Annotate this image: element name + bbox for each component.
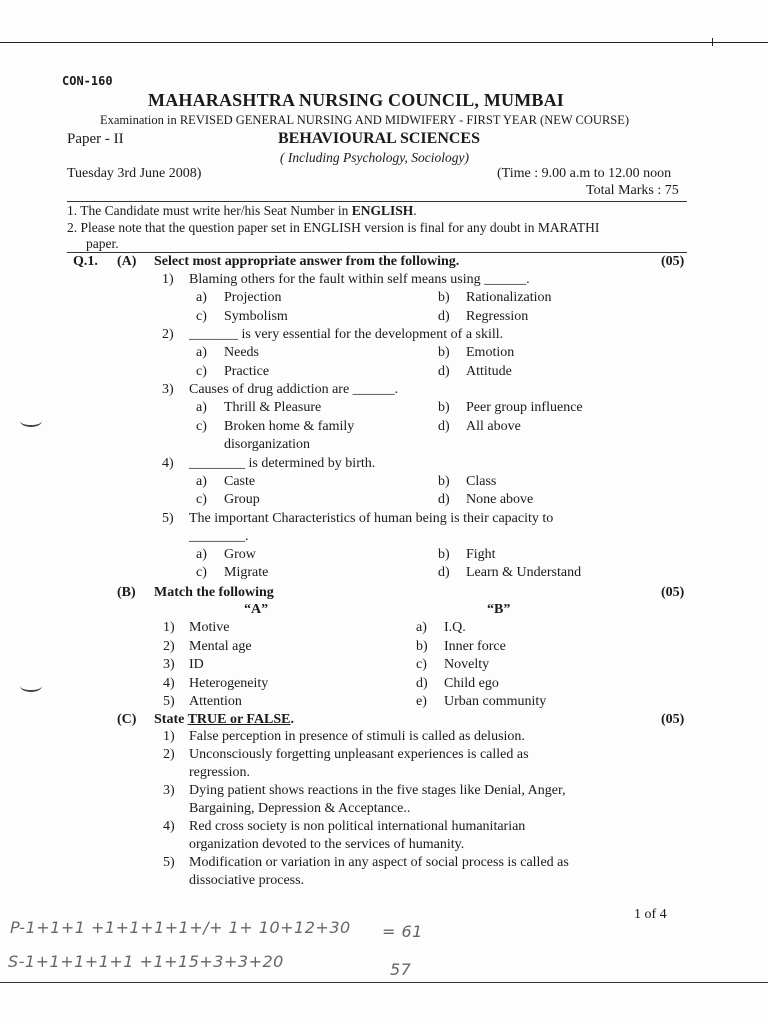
option-letter: d) — [438, 363, 450, 379]
option-letter: a) — [196, 345, 207, 360]
option-letter: c) — [196, 565, 207, 580]
option-letter: d) — [438, 308, 450, 324]
paper-number: Paper - II — [67, 131, 124, 147]
option-letter: c) — [196, 363, 207, 379]
match-letter: b) — [416, 638, 428, 654]
match-letter: e) — [416, 694, 427, 709]
match-number: 5) — [163, 694, 175, 709]
option-text: All above — [466, 418, 521, 434]
match-number: 4) — [163, 675, 175, 691]
handwritten-note-1: P-1+1+1 +1+1+1+1+/+ 1+ 10+12+30 — [10, 918, 351, 937]
mcq-question: _______ is very essential for the development of a skill. — [189, 327, 504, 342]
match-item-b: Novelty — [444, 657, 490, 672]
option-text: Emotion — [466, 345, 515, 360]
section-a-marks: (05) — [661, 254, 685, 269]
mcq-number: 3) — [162, 382, 174, 397]
option-letter: b) — [438, 345, 450, 360]
option-letter: b) — [438, 473, 450, 489]
column-a-header: “A” — [244, 602, 269, 617]
option-text: Peer group influence — [466, 400, 583, 415]
option-letter: c) — [196, 418, 207, 434]
handwritten-result-1: = 61 — [382, 922, 423, 941]
match-item-b: Inner force — [444, 638, 506, 654]
option-text: Symbolism — [224, 308, 288, 324]
option-text: Group — [224, 492, 260, 507]
option-text: Fight — [466, 546, 496, 562]
option-letter: d) — [438, 492, 450, 507]
option-text: Thrill & Pleasure — [224, 400, 322, 415]
option-text: Attitude — [466, 363, 512, 379]
option-text: Practice — [224, 363, 270, 379]
option-text: Learn & Understand — [466, 565, 582, 580]
match-item-a: Mental age — [189, 638, 252, 654]
section-b-title: Match the following — [154, 585, 274, 600]
handwritten-note-2: S-1+1+1+1+1 +1+15+3+3+20 — [8, 952, 284, 971]
option-letter: a) — [196, 473, 207, 489]
instruction-1-emphasis: ENGLISH — [351, 203, 414, 218]
option-text: Regression — [466, 308, 529, 324]
option-letter: b) — [438, 400, 450, 415]
section-b-label: (B) — [117, 585, 136, 600]
instructions-rule — [67, 252, 687, 253]
tf-statement: organization devoted to the services of humanity. — [189, 837, 465, 852]
option-text-cont: disorganization — [224, 437, 311, 452]
option-text: Migrate — [224, 565, 269, 580]
total-marks: Total Marks : 75 — [586, 183, 679, 198]
section-c-title-underlined: TRUE or FALSE — [187, 712, 291, 727]
option-text: Needs — [224, 345, 259, 360]
mcq-question: Causes of drug addiction are ______. — [189, 382, 399, 397]
tf-number: 4) — [163, 819, 175, 834]
subject-title: BEHAVIOURAL SCIENCES — [278, 130, 480, 147]
section-a-title: Select most appropriate answer from the following. — [154, 254, 460, 269]
match-item-a: Heterogeneity — [189, 675, 269, 691]
exam-title: Examination in REVISED GENERAL NURSING AND MIDWIFERY - FIRST YEAR (NEW COURSE) — [100, 113, 630, 127]
section-c-marks: (05) — [661, 712, 685, 727]
option-text: Projection — [224, 290, 282, 305]
tf-number: 5) — [163, 855, 175, 870]
subject-subtitle: ( Including Psychology, Sociology) — [280, 150, 469, 165]
option-text: Caste — [224, 473, 256, 489]
match-item-b: Child ego — [444, 675, 499, 691]
council-title: MAHARASHTRA NURSING COUNCIL, MUMBAI — [148, 90, 565, 110]
tf-number: 1) — [163, 729, 175, 744]
section-b-marks: (05) — [661, 585, 685, 600]
match-item-a: Motive — [189, 620, 230, 635]
option-text: Class — [466, 473, 497, 489]
mcq-question: ________ is determined by birth. — [189, 455, 376, 471]
paper-code: CON-160 — [62, 74, 113, 88]
corner-tick — [712, 38, 713, 46]
page-number: 1 of 4 — [634, 907, 667, 922]
match-number: 1) — [163, 620, 175, 635]
option-letter: c) — [196, 492, 207, 507]
tf-statement: False perception in presence of stimuli is called as delusion. — [189, 729, 525, 744]
margin-mark — [20, 415, 42, 427]
option-text: Broken home & family — [224, 418, 355, 434]
instruction-2-cont: paper. — [86, 236, 119, 251]
option-text: Rationalization — [466, 290, 552, 305]
mcq-number: 2) — [162, 327, 174, 342]
option-text: Grow — [224, 546, 256, 562]
match-number: 3) — [163, 657, 175, 672]
exam-date: Tuesday 3rd June 2008) — [67, 166, 202, 181]
match-item-b: Urban community — [444, 694, 547, 709]
mcq-number: 4) — [162, 455, 174, 471]
match-letter: d) — [416, 675, 428, 691]
option-letter: a) — [196, 546, 207, 562]
match-item-a: Attention — [189, 694, 242, 709]
match-letter: c) — [416, 657, 427, 672]
instruction-1: 1. The Candidate must write her/his Seat Number in ENGLISH. — [67, 203, 417, 218]
mcq-blank: ________. — [189, 528, 249, 544]
tf-number: 2) — [163, 747, 175, 762]
tf-statement: Unconsciously forgetting unpleasant experiences is called as — [189, 747, 529, 762]
match-number: 2) — [163, 638, 175, 654]
mcq-number: 1) — [162, 272, 174, 287]
bottom-border-line — [0, 982, 768, 983]
margin-mark — [20, 680, 42, 692]
tf-statement: Red cross society is non political international humanitarian — [189, 819, 526, 834]
option-letter: b) — [438, 546, 450, 562]
option-letter: a) — [196, 400, 207, 415]
match-letter: a) — [416, 620, 427, 635]
tf-statement: Modification or variation in any aspect of social process is called as — [189, 855, 569, 870]
column-b-header: “B” — [487, 602, 511, 617]
option-letter: d) — [438, 418, 450, 434]
match-item-b: I.Q. — [444, 620, 466, 635]
handwritten-result-2: 57 — [390, 960, 412, 979]
option-letter: d) — [438, 565, 450, 580]
option-text: None above — [466, 492, 534, 507]
mcq-question: The important Characteristics of human being is their capacity to — [189, 510, 554, 526]
header-rule — [67, 201, 687, 202]
option-letter: b) — [438, 290, 450, 305]
tf-statement: regression. — [189, 765, 251, 780]
tf-statement: Bargaining, Depression & Acceptance.. — [189, 801, 411, 816]
section-c-title: State TRUE or FALSE. — [154, 712, 295, 727]
tf-number: 3) — [163, 783, 175, 798]
tf-statement: Dying patient shows reactions in the five stages like Denial, Anger, — [189, 783, 566, 798]
instruction-2: 2. Please note that the question paper set in ENGLISH version is final for any doubt in MARATHI — [67, 220, 600, 235]
top-border-line — [0, 42, 768, 43]
mcq-number: 5) — [162, 510, 174, 526]
match-item-a: ID — [189, 657, 204, 672]
exam-time: (Time : 9.00 a.m to 12.00 noon — [497, 166, 672, 181]
mcq-question: Blaming others for the fault within self means using ______. — [189, 272, 530, 287]
option-letter: c) — [196, 308, 207, 324]
section-a-label: (A) — [117, 254, 137, 269]
section-c-label: (C) — [117, 712, 137, 727]
question-number: Q.1. — [73, 254, 98, 269]
option-letter: a) — [196, 290, 207, 305]
tf-statement: dissociative process. — [189, 873, 305, 888]
